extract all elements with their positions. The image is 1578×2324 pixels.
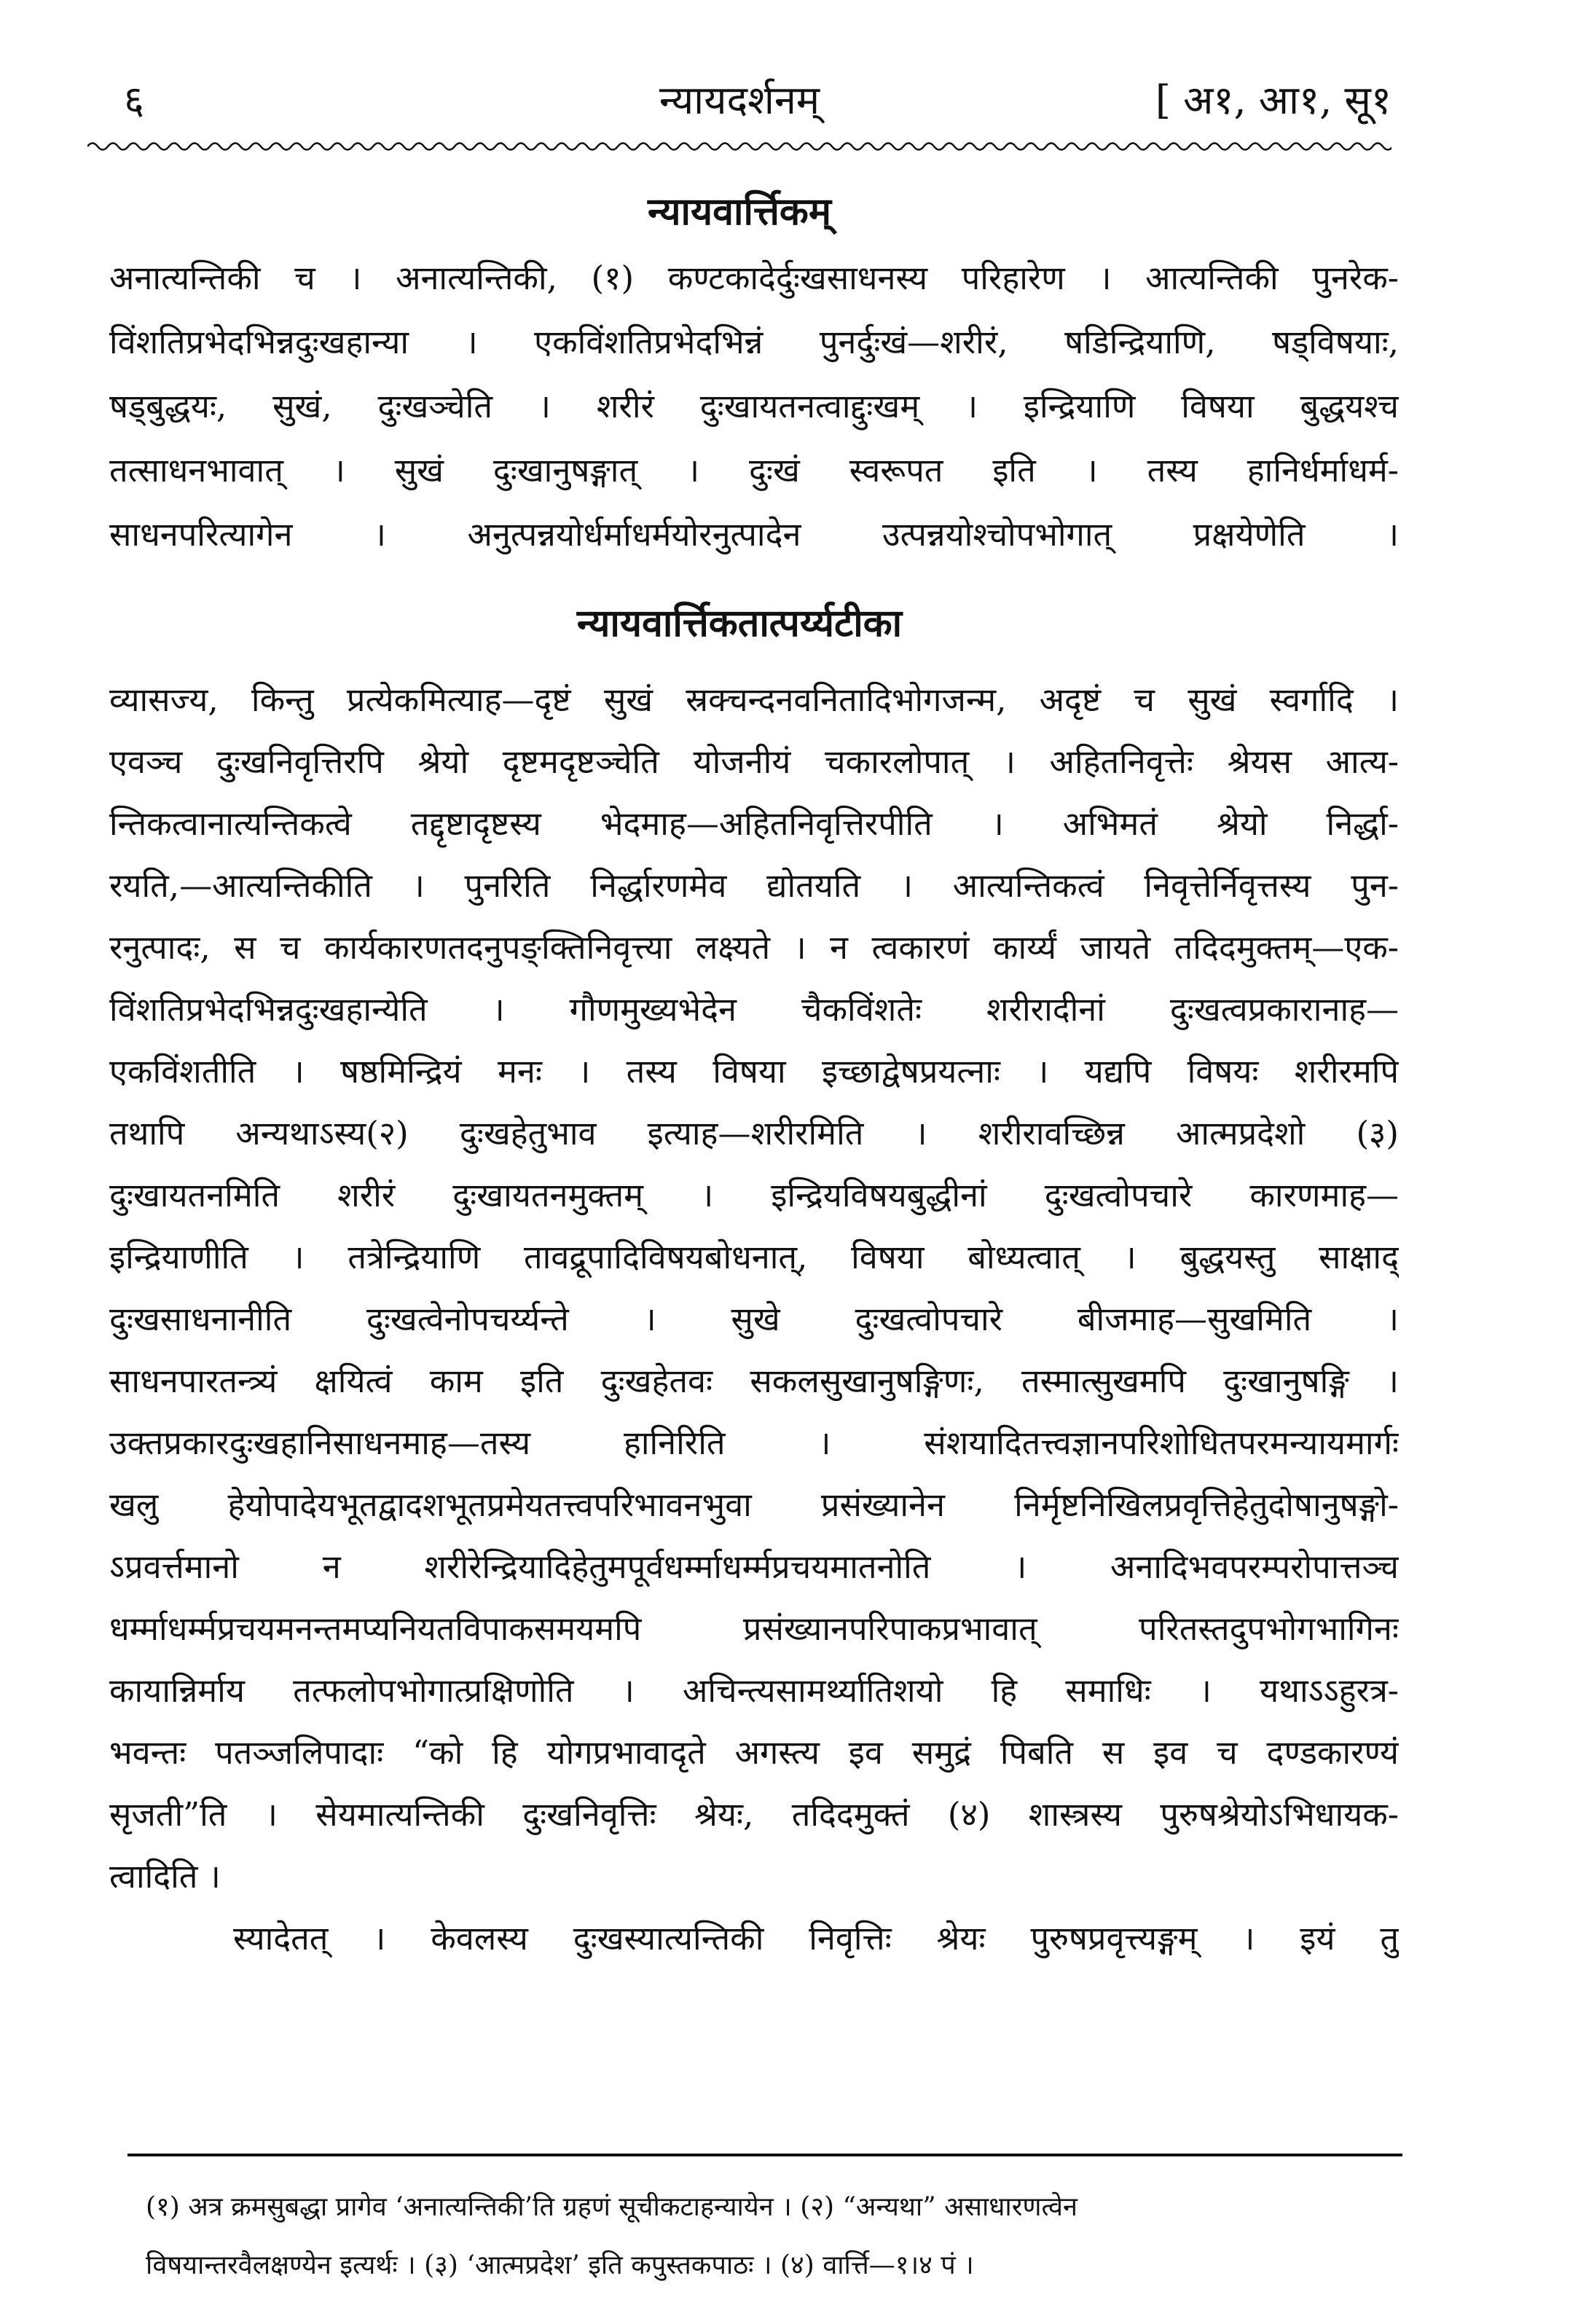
running-title: न्यायदर्शनम्	[659, 77, 820, 123]
text-line: एकविंशतीति । षष्ठमिन्द्रियं मनः । तस्य विषया इच्छाद्वेषप्रयत्नाः । यद्यपि विषयः शरीरमपि	[109, 1052, 1399, 1091]
footnote-rule	[127, 2154, 1402, 2156]
text-line: दुःखसाधनानीति दुःखत्वेनोपचर्य्यन्ते । सुखे दुःखत्वोपचारे बीजमाह—सुखमिति ।	[109, 1300, 1399, 1338]
text-line: अनात्यन्तिकी च । अनात्यन्तिकी, (१) कण्टकादेर्दुःखसाधनस्य परिहारेण । आत्यन्तिकी पुनरेक-	[109, 259, 1399, 297]
text-line: इन्द्रियाणीति । तत्रेन्द्रियाणि तावद्रूपादिविषयबोधनात्, विषया बोध्यत्वात् । बुद्धयस्तु साक्षाद्	[109, 1238, 1399, 1276]
text-line: तत्साधनभावात् । सुखं दुःखानुषङ्गात् । दुःखं स्वरूपत इति । तस्य हानिर्धर्माधर्म-	[109, 451, 1399, 490]
text-line: रयति,—आत्यन्तिकीति । पुनरिति निर्द्धारणमेव द्योतयति । आत्यन्तिकत्वं निवृत्तेर्निवृत्तस्य पुन-	[109, 866, 1399, 905]
footnote-line: विषयान्तरवैलक्षण्येन इत्यर्थः । (३) ‘आत्मप्रदेश’ इति कपुस्तकपाठः । (४) वार्त्ति—१।४ पं ।	[146, 2250, 974, 2280]
text-line: सृजती”ति । सेयमात्यन्तिकी दुःखनिवृत्तिः श्रेयः, तदिदमुक्तं (४) शास्त्रस्य पुरुषश्रेयोऽभिधायक-	[109, 1795, 1399, 1834]
text-line: ऽप्रवर्त्तमानो न शरीरेन्द्रियादिहेतुमपूर्वधर्म्माधर्म्मप्रचयमातनोति । अनादिभवपरम्परोपात्तञ्च	[109, 1547, 1399, 1586]
page-number: ६	[124, 77, 145, 123]
wavy-divider	[87, 138, 1391, 154]
text-line: उक्तप्रकारदुःखहानिसाधनमाह—तस्य हानिरिति । संशयादितत्त्वज्ञानपरिशोधितपरमन्यायमार्गः	[109, 1424, 1399, 1462]
text-line: न्तिकत्वानात्यन्तिकत्वे तद्दृष्टादृष्टस्य भेदमाह—अहितनिवृत्तिरपीति । अभिमतं श्रेयो निर्द्धा-	[109, 804, 1399, 843]
footnotes	[146, 2178, 1399, 2295]
text-line: षड्बुद्धयः, सुखं, दुःखञ्चेति । शरीरं दुःखायतनत्वाद्दुःखम् । इन्द्रियाणि विषया बुद्धयश्च	[109, 387, 1399, 425]
section-reference: [ अ१, आ१, सू१	[1155, 77, 1391, 123]
text-line: एवञ्च दुःखनिवृत्तिरपि श्रेयो दृष्टमदृष्टञ्चेति योजनीयं चकारलोपात् । अहितनिवृत्तेः श्रेयस आत्य-	[109, 742, 1399, 781]
text-line: साधनपारतन्त्र्यं क्षयित्वं काम इति दुःखहेतवः सकलसुखानुषङ्गिणः, तस्मात्सुखमपि दुःखानुषङ्गि ।	[109, 1362, 1399, 1400]
tika-heading: न्यायवार्त्तिकतात्पर्य्यटीका	[576, 601, 903, 645]
text-line: विंशतिप्रभेदभिन्नदुःखहान्येति । गौणमुख्यभेदेन चैकविंशतेः शरीरादीनां दुःखत्वप्रकारानाह—	[109, 990, 1399, 1029]
text-line: रनुत्पादः, स च कार्यकारणतदनुपङ्क्तिनिवृत्त्या लक्ष्यते । न त्वकारणं कार्य्यं जायते तदिदमुक्तम्—एक-	[109, 928, 1399, 967]
vartika-heading: न्यायवार्त्तिकम्	[648, 189, 831, 234]
text-line: भवन्तः पतञ्जलिपादाः “को हि योगप्रभावादृते अगस्त्य इव समुद्रं पिबति स इव च दण्डकारण्यं	[109, 1733, 1399, 1772]
tika-text	[109, 669, 1399, 1969]
wavy-line-graphic	[87, 138, 1391, 154]
text-line: विंशतिप्रभेदभिन्नदुःखहान्या । एकविंशतिप्रभेदभिन्नं पुनर्दुःखं—शरीरं, षडिन्द्रियाणि, षड्विषयाः,	[109, 323, 1399, 361]
text-line: त्वादिति ।	[109, 1857, 221, 1896]
text-line: दुःखायतनमिति शरीरं दुःखायतनमुक्तम् । इन्द्रियविषयबुद्धीनां दुःखत्वोपचारे कारणमाह—	[109, 1176, 1399, 1214]
text-line: स्यादेतत् । केवलस्य दुःखस्यात्यन्तिकी निवृत्तिः श्रेयः पुरुषप्रवृत्त्यङ्गम् । इयं तु	[233, 1919, 1399, 1958]
text-line: कायान्निर्माय तत्फलोपभोगात्प्रक्षिणोति । अचिन्त्यसामर्थ्यातिशयो हि समाधिः । यथाऽऽहुरत्र-	[109, 1671, 1399, 1710]
text-line: खलु हेयोपादेयभूतद्वादशभूतप्रमेयतत्त्वपरिभावनभुवा प्रसंख्यानेन निर्मृष्टनिखिलप्रवृत्तिहेतुदोषानुषङ्गो-	[109, 1485, 1399, 1524]
text-line: तथापि अन्यथाऽस्य(२) दुःखहेतुभाव इत्याह—शरीरमिति । शरीरावच्छिन्न आत्मप्रदेशो (३)	[109, 1114, 1399, 1153]
footnote-line: (१) अत्र क्रमसुबद्धा प्रागेव ‘अनात्यन्तिकी’ति ग्रहणं सूचीकटाहन्यायेन । (२) “अन्यथा” असाधारणत्वेन	[146, 2192, 1078, 2222]
vartika-text	[109, 246, 1399, 567]
text-line: धर्म्माधर्म्मप्रचयमनन्तमप्यनियतविपाकसमयमपि प्रसंख्यानपरिपाकप्रभावात् परितस्तदुपभोगभागिनः	[109, 1609, 1399, 1648]
text-line: व्यासज्य, किन्तु प्रत्येकमित्याह—दृष्टं सुखं स्रक्चन्दनवनितादिभोगजन्म, अदृष्टं च सुखं स्वर्गादि ।	[109, 680, 1399, 719]
running-header	[87, 71, 1391, 130]
text-line: साधनपरित्यागेन । अनुत्पन्नयोर्धर्माधर्मयोरनुत्पादेन उत्पन्नयोश्चोपभोगात् प्रक्षयेणेति ।	[109, 515, 1399, 554]
